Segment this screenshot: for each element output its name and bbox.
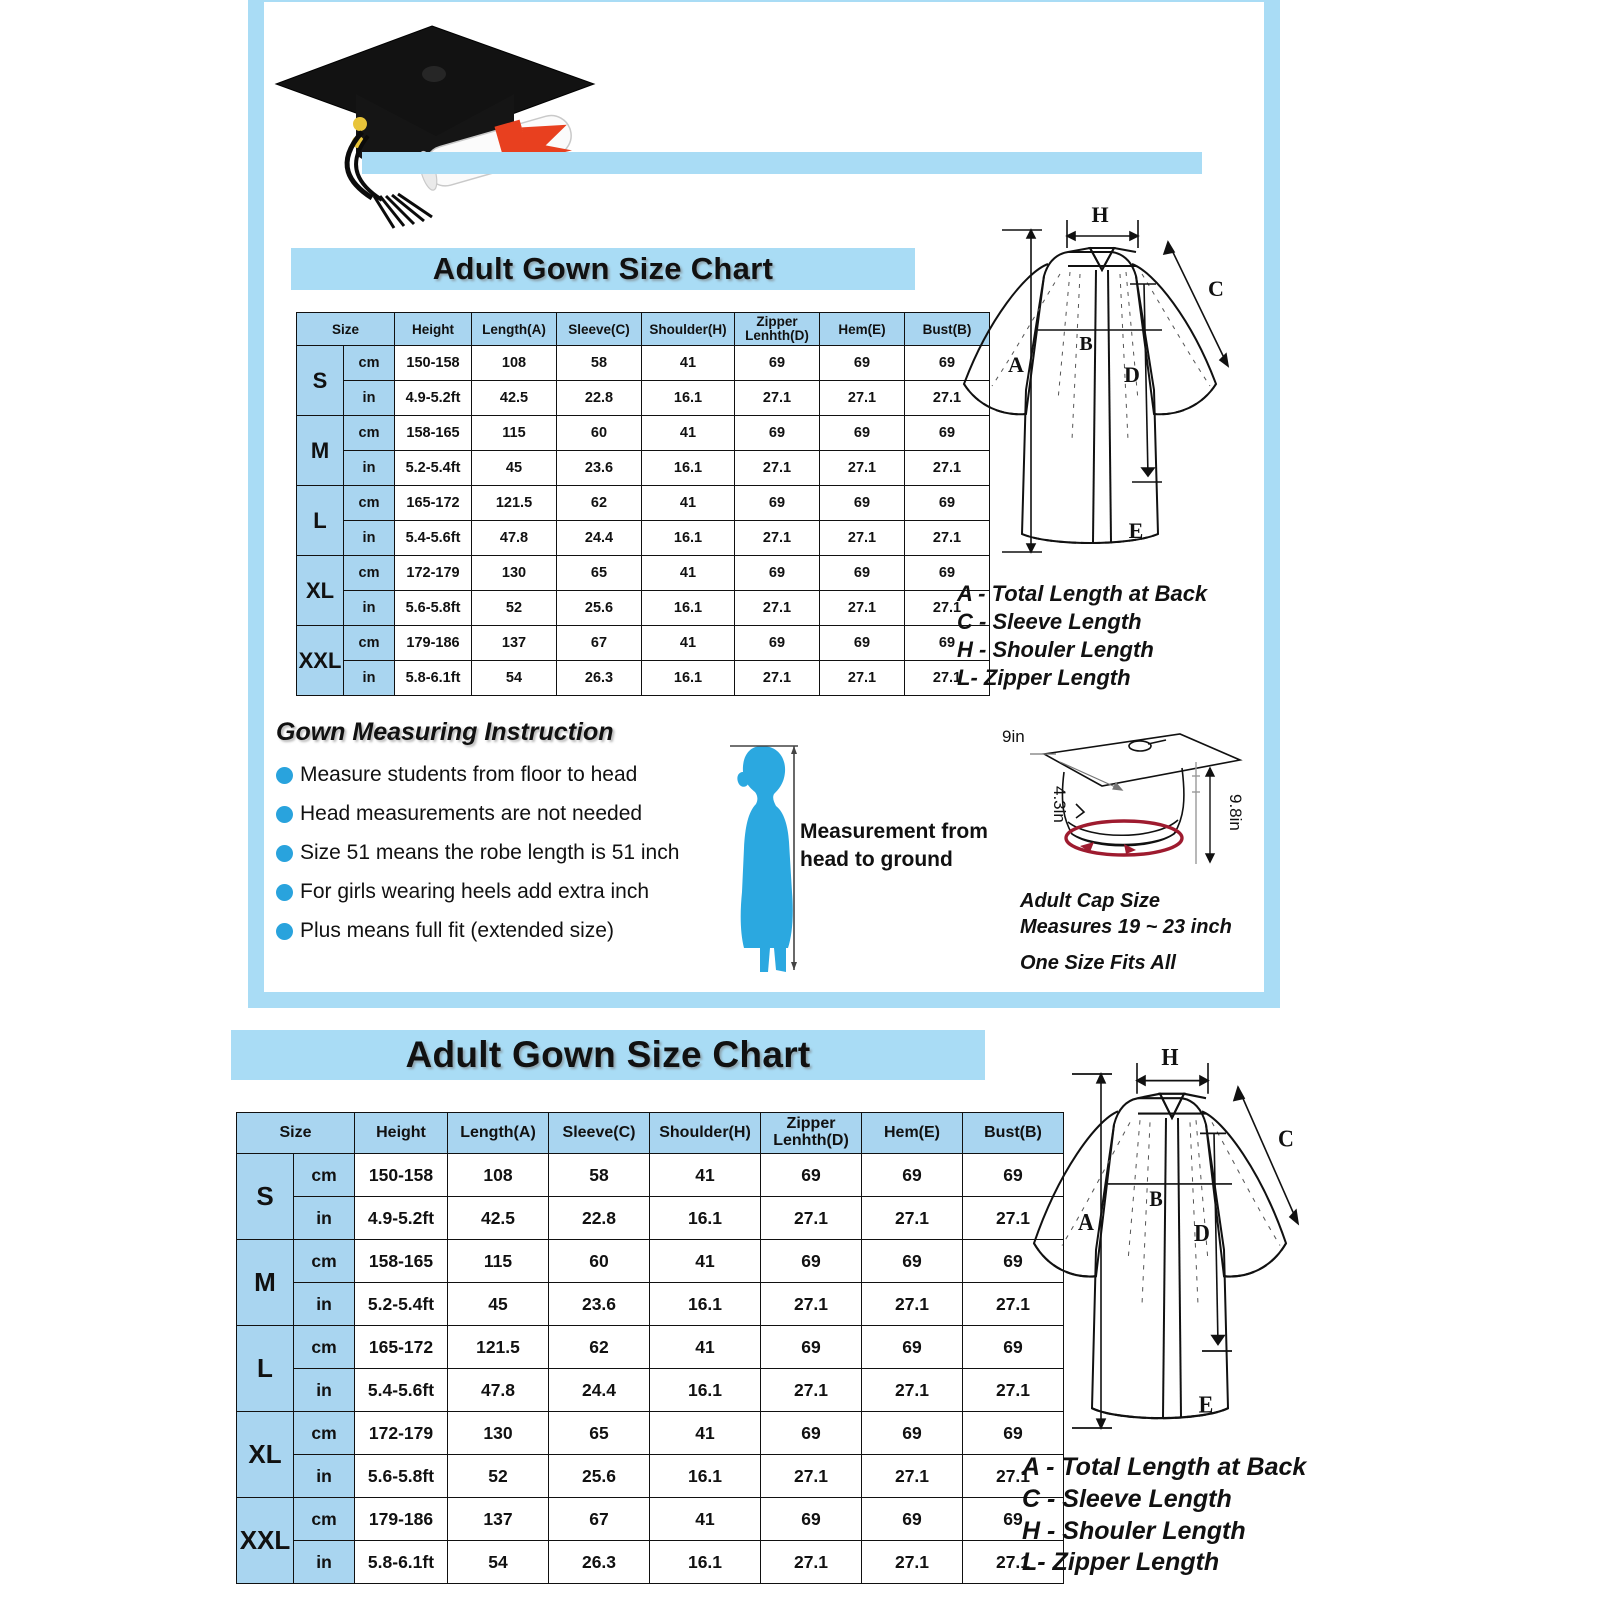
table-row — [237, 1283, 1064, 1326]
value-cell: 16.1 — [642, 451, 735, 486]
unit-cell: in — [294, 1369, 355, 1412]
value-cell: 27.1 — [963, 1455, 1064, 1498]
value-cell: 27.1 — [735, 381, 820, 416]
value-cell: 121.5 — [472, 486, 557, 521]
value-cell: 69 — [761, 1154, 862, 1197]
value-cell: 69 — [862, 1326, 963, 1369]
value-cell: 62 — [557, 486, 642, 521]
table-row — [297, 451, 990, 486]
header-zipper-line1: Zipper — [786, 1115, 836, 1133]
value-cell: 27.1 — [905, 591, 990, 626]
value-cell: 69 — [905, 556, 990, 591]
table-row — [237, 1240, 1064, 1283]
header-zipper — [761, 1113, 862, 1154]
value-cell: 24.4 — [549, 1369, 650, 1412]
instruction-item — [276, 880, 696, 904]
bullet-icon — [276, 845, 293, 862]
unit-cell: cm — [344, 486, 395, 521]
measurement-note-line2: head to ground — [800, 848, 953, 872]
value-cell: 42.5 — [448, 1197, 549, 1240]
value-cell: 172-179 — [355, 1412, 448, 1455]
value-cell: 172-179 — [395, 556, 472, 591]
value-cell: 69 — [963, 1240, 1064, 1283]
unit-cell: cm — [294, 1412, 355, 1455]
value-cell: 69 — [735, 486, 820, 521]
bullet-icon — [276, 806, 293, 823]
value-cell: 62 — [549, 1326, 650, 1369]
unit-cell: cm — [344, 626, 395, 661]
value-cell: 16.1 — [642, 521, 735, 556]
instruction-item — [276, 802, 696, 826]
size-label-cell: XL — [297, 556, 344, 626]
value-cell: 27.1 — [761, 1369, 862, 1412]
cap-caption-line2: Measures 19 ~ 23 inch — [1020, 916, 1232, 939]
value-cell: 27.1 — [963, 1197, 1064, 1240]
value-cell: 69 — [963, 1412, 1064, 1455]
value-cell: 4.9-5.2ft — [355, 1197, 448, 1240]
value-cell: 25.6 — [549, 1455, 650, 1498]
value-cell: 22.8 — [557, 381, 642, 416]
size-label-cell: S — [297, 346, 344, 416]
value-cell: 41 — [642, 486, 735, 521]
gown-label-d: D — [1124, 362, 1140, 387]
gown-label-a: A — [1008, 352, 1024, 377]
value-cell: 69 — [905, 626, 990, 661]
header-sleeve: Sleeve(C) — [557, 313, 642, 346]
value-cell: 54 — [472, 661, 557, 696]
unit-cell: in — [344, 521, 395, 556]
gown-diagram-bottom — [1000, 1030, 1344, 1450]
gown-label-d: D — [1194, 1220, 1210, 1248]
value-cell: 69 — [820, 346, 905, 381]
value-cell: 41 — [642, 346, 735, 381]
value-cell: 67 — [549, 1498, 650, 1541]
value-cell: 24.4 — [557, 521, 642, 556]
header-size: Size — [237, 1113, 355, 1154]
legend-bottom — [1022, 1452, 1306, 1579]
cap-dim-right-label: 9.8in — [1226, 794, 1245, 831]
table-row — [297, 486, 990, 521]
value-cell: 69 — [761, 1498, 862, 1541]
value-cell: 5.8-6.1ft — [395, 661, 472, 696]
unit-cell: in — [294, 1283, 355, 1326]
header-bust: Bust(B) — [905, 313, 990, 346]
value-cell: 69 — [862, 1498, 963, 1541]
value-cell: 115 — [448, 1240, 549, 1283]
value-cell: 27.1 — [862, 1541, 963, 1584]
table-row — [297, 626, 990, 661]
value-cell: 41 — [650, 1240, 761, 1283]
unit-cell: in — [344, 451, 395, 486]
size-label-cell: L — [237, 1326, 294, 1412]
decorative-blue-streak — [362, 152, 1202, 174]
header-hem: Hem(E) — [862, 1113, 963, 1154]
value-cell: 69 — [862, 1412, 963, 1455]
header-bust: Bust(B) — [963, 1113, 1064, 1154]
bullet-icon — [276, 923, 293, 940]
measurement-note — [800, 818, 988, 875]
value-cell: 16.1 — [650, 1283, 761, 1326]
value-cell: 69 — [820, 626, 905, 661]
legend-line: A - Total Length at Back — [1022, 1453, 1307, 1481]
legend-line: A - Total Length at Back — [957, 581, 1208, 606]
value-cell: 69 — [862, 1240, 963, 1283]
gown-diagram-top — [930, 190, 1274, 572]
unit-cell: cm — [344, 346, 395, 381]
value-cell: 179-186 — [395, 626, 472, 661]
table-row — [297, 381, 990, 416]
value-cell: 5.4-5.6ft — [395, 521, 472, 556]
value-cell: 179-186 — [355, 1498, 448, 1541]
value-cell: 26.3 — [549, 1541, 650, 1584]
size-label-cell: M — [297, 416, 344, 486]
legend-line: H - Shouler Length — [1022, 1516, 1246, 1545]
value-cell: 69 — [905, 346, 990, 381]
value-cell: 27.1 — [862, 1197, 963, 1240]
instruction-list — [276, 763, 696, 943]
unit-cell: in — [294, 1455, 355, 1498]
header-size: Size — [297, 313, 395, 346]
value-cell: 45 — [472, 451, 557, 486]
unit-cell: in — [344, 591, 395, 626]
value-cell: 27.1 — [862, 1369, 963, 1412]
value-cell: 16.1 — [650, 1541, 761, 1584]
size-label-cell: S — [237, 1154, 294, 1240]
bottom-chart-title: Adult Gown Size Chart — [405, 1034, 811, 1075]
value-cell: 27.1 — [963, 1541, 1064, 1584]
value-cell: 67 — [557, 626, 642, 661]
value-cell: 150-158 — [355, 1154, 448, 1197]
table-row — [237, 1541, 1064, 1584]
unit-cell: in — [294, 1197, 355, 1240]
value-cell: 45 — [448, 1283, 549, 1326]
table-row — [297, 346, 990, 381]
value-cell: 27.1 — [761, 1541, 862, 1584]
person-silhouette-illustration — [700, 716, 810, 976]
value-cell: 4.9-5.2ft — [395, 381, 472, 416]
value-cell: 69 — [761, 1326, 862, 1369]
value-cell: 25.6 — [557, 591, 642, 626]
value-cell: 22.8 — [549, 1197, 650, 1240]
legend-line: C - Sleeve Length — [1022, 1484, 1232, 1513]
value-cell: 69 — [735, 626, 820, 661]
gown-label-b: B — [1079, 333, 1093, 355]
bullet-icon — [276, 767, 293, 784]
unit-cell: cm — [294, 1240, 355, 1283]
value-cell: 69 — [905, 416, 990, 451]
legend-line: C - Sleeve Length — [957, 608, 1142, 634]
value-cell: 158-165 — [355, 1240, 448, 1283]
value-cell: 60 — [557, 416, 642, 451]
unit-cell: cm — [294, 1326, 355, 1369]
graduation-cap-illustration — [264, 14, 604, 234]
gown-label-c: C — [1278, 1125, 1294, 1153]
value-cell: 47.8 — [472, 521, 557, 556]
table-row — [237, 1154, 1064, 1197]
header-length: Length(A) — [472, 313, 557, 346]
table-header-row — [237, 1113, 1064, 1154]
value-cell: 23.6 — [549, 1283, 650, 1326]
value-cell: 108 — [472, 346, 557, 381]
header-shoulder: Shoulder(H) — [642, 313, 735, 346]
size-label-cell: XXL — [237, 1498, 294, 1584]
value-cell: 69 — [963, 1154, 1064, 1197]
size-table-bottom — [236, 1112, 1064, 1584]
value-cell: 27.1 — [862, 1283, 963, 1326]
value-cell: 69 — [735, 346, 820, 381]
value-cell: 121.5 — [448, 1326, 549, 1369]
value-cell: 41 — [650, 1498, 761, 1541]
gown-label-e: E — [1198, 1391, 1214, 1419]
value-cell: 165-172 — [395, 486, 472, 521]
value-cell: 41 — [642, 416, 735, 451]
value-cell: 52 — [472, 591, 557, 626]
value-cell: 69 — [761, 1240, 862, 1283]
value-cell: 5.2-5.4ft — [395, 451, 472, 486]
size-table-top — [296, 312, 990, 696]
table-header-row — [297, 313, 990, 346]
cap-dim-top-label: 9in — [1002, 727, 1025, 746]
value-cell: 16.1 — [642, 661, 735, 696]
value-cell: 65 — [549, 1412, 650, 1455]
gown-label-a: A — [1078, 1209, 1094, 1237]
unit-cell: in — [344, 381, 395, 416]
gown-label-c: C — [1208, 276, 1224, 301]
value-cell: 27.1 — [820, 521, 905, 556]
value-cell: 27.1 — [735, 521, 820, 556]
value-cell: 27.1 — [761, 1197, 862, 1240]
value-cell: 69 — [963, 1498, 1064, 1541]
value-cell: 130 — [448, 1412, 549, 1455]
unit-cell: cm — [294, 1154, 355, 1197]
value-cell: 137 — [448, 1498, 549, 1541]
instruction-item-label: Head measurements are not needed — [300, 802, 643, 825]
value-cell: 27.1 — [820, 381, 905, 416]
value-cell: 54 — [448, 1541, 549, 1584]
value-cell: 47.8 — [448, 1369, 549, 1412]
table-row — [297, 416, 990, 451]
instruction-item-label: For girls wearing heels add extra inch — [300, 880, 650, 903]
size-label-cell: L — [297, 486, 344, 556]
value-cell: 27.1 — [820, 661, 905, 696]
header-shoulder: Shoulder(H) — [650, 1113, 761, 1154]
instruction-item — [276, 919, 696, 943]
value-cell: 16.1 — [642, 591, 735, 626]
value-cell: 27.1 — [820, 591, 905, 626]
value-cell: 27.1 — [905, 451, 990, 486]
table-row — [237, 1455, 1064, 1498]
instruction-item-label: Measure students from floor to head — [300, 763, 638, 786]
value-cell: 69 — [820, 556, 905, 591]
table-row — [297, 661, 990, 696]
value-cell: 27.1 — [761, 1283, 862, 1326]
bottom-chart-title-bar — [231, 1030, 985, 1080]
bullet-icon — [276, 884, 293, 901]
value-cell: 16.1 — [650, 1369, 761, 1412]
value-cell: 26.3 — [557, 661, 642, 696]
legend-line: L- Zipper Length — [1022, 1548, 1220, 1577]
value-cell: 69 — [761, 1412, 862, 1455]
value-cell: 5.8-6.1ft — [355, 1541, 448, 1584]
value-cell: 65 — [557, 556, 642, 591]
value-cell: 137 — [472, 626, 557, 661]
value-cell: 27.1 — [820, 451, 905, 486]
top-chart-title: Adult Gown Size Chart — [432, 251, 774, 286]
table-body — [237, 1154, 1064, 1584]
instruction-item-label: Size 51 means the robe length is 51 inch — [300, 841, 680, 864]
value-cell: 27.1 — [905, 381, 990, 416]
value-cell: 5.2-5.4ft — [355, 1283, 448, 1326]
value-cell: 58 — [557, 346, 642, 381]
value-cell: 27.1 — [761, 1455, 862, 1498]
value-cell: 69 — [905, 486, 990, 521]
value-cell: 27.1 — [963, 1283, 1064, 1326]
value-cell: 27.1 — [862, 1455, 963, 1498]
legend-line: H - Shouler Length — [957, 636, 1154, 662]
table-body — [297, 346, 990, 696]
value-cell: 5.6-5.8ft — [355, 1455, 448, 1498]
table-row — [297, 521, 990, 556]
table-row — [297, 556, 990, 591]
legend-top — [957, 580, 1207, 692]
value-cell: 158-165 — [395, 416, 472, 451]
header-length: Length(A) — [448, 1113, 549, 1154]
one-size-fits-all-text: One Size Fits All — [1020, 952, 1176, 974]
value-cell: 150-158 — [395, 346, 472, 381]
legend-line: L- Zipper Length — [957, 664, 1131, 690]
table-row — [237, 1326, 1064, 1369]
value-cell: 5.4-5.6ft — [355, 1369, 448, 1412]
header-sleeve: Sleeve(C) — [549, 1113, 650, 1154]
header-hem: Hem(E) — [820, 313, 905, 346]
value-cell: 130 — [472, 556, 557, 591]
value-cell: 16.1 — [642, 381, 735, 416]
value-cell: 69 — [963, 1326, 1064, 1369]
gown-label-e: E — [1128, 518, 1144, 543]
value-cell: 41 — [642, 626, 735, 661]
value-cell: 165-172 — [355, 1326, 448, 1369]
unit-cell: in — [344, 661, 395, 696]
value-cell: 58 — [549, 1154, 650, 1197]
value-cell: 60 — [549, 1240, 650, 1283]
value-cell: 16.1 — [650, 1197, 761, 1240]
value-cell: 52 — [448, 1455, 549, 1498]
value-cell: 69 — [735, 416, 820, 451]
header-height: Height — [355, 1113, 448, 1154]
value-cell: 27.1 — [905, 521, 990, 556]
header-zipper-line1: Zipper — [756, 313, 798, 329]
table-row — [297, 591, 990, 626]
value-cell: 23.6 — [557, 451, 642, 486]
value-cell: 16.1 — [650, 1455, 761, 1498]
value-cell: 27.1 — [905, 661, 990, 696]
cap-dim-left-label: 4.3in — [1050, 786, 1069, 823]
table-row — [237, 1369, 1064, 1412]
size-label-cell: XXL — [297, 626, 344, 696]
value-cell: 41 — [642, 556, 735, 591]
table-row — [237, 1197, 1064, 1240]
size-label-cell: M — [237, 1240, 294, 1326]
table-row — [237, 1412, 1064, 1455]
value-cell: 27.1 — [963, 1369, 1064, 1412]
header-zipper-line2: Lenhth(D) — [745, 328, 809, 343]
value-cell: 69 — [820, 486, 905, 521]
header-zipper — [735, 313, 820, 346]
unit-cell: cm — [344, 556, 395, 591]
value-cell: 41 — [650, 1326, 761, 1369]
value-cell: 41 — [650, 1154, 761, 1197]
table-row — [237, 1498, 1064, 1541]
gown-label-b: B — [1149, 1186, 1163, 1212]
instruction-item — [276, 763, 696, 787]
value-cell: 69 — [862, 1154, 963, 1197]
top-chart-title-bar — [291, 248, 915, 290]
gown-label-h: H — [1091, 202, 1109, 227]
instruction-item-label: Plus means full fit (extended size) — [300, 919, 614, 942]
value-cell: 27.1 — [735, 591, 820, 626]
measurement-note-line1: Measurement from — [800, 820, 988, 843]
value-cell: 69 — [735, 556, 820, 591]
cap-size-diagram — [968, 716, 1268, 896]
value-cell: 27.1 — [735, 451, 820, 486]
value-cell: 5.6-5.8ft — [395, 591, 472, 626]
value-cell: 27.1 — [735, 661, 820, 696]
unit-cell: in — [294, 1541, 355, 1584]
unit-cell: cm — [294, 1498, 355, 1541]
size-label-cell: XL — [237, 1412, 294, 1498]
value-cell: 42.5 — [472, 381, 557, 416]
unit-cell: cm — [344, 416, 395, 451]
header-height: Height — [395, 313, 472, 346]
gown-measuring-instruction-block — [276, 718, 696, 958]
value-cell: 41 — [650, 1412, 761, 1455]
instruction-title: Gown Measuring Instruction — [276, 718, 614, 746]
header-zipper-line2: Lenhth(D) — [773, 1132, 849, 1149]
gown-label-h: H — [1161, 1044, 1179, 1072]
instruction-item — [276, 841, 696, 865]
value-cell: 108 — [448, 1154, 549, 1197]
value-cell: 69 — [820, 416, 905, 451]
cap-caption-line1: Adult Cap Size — [1020, 890, 1161, 912]
value-cell: 115 — [472, 416, 557, 451]
cap-size-caption — [1020, 888, 1232, 941]
